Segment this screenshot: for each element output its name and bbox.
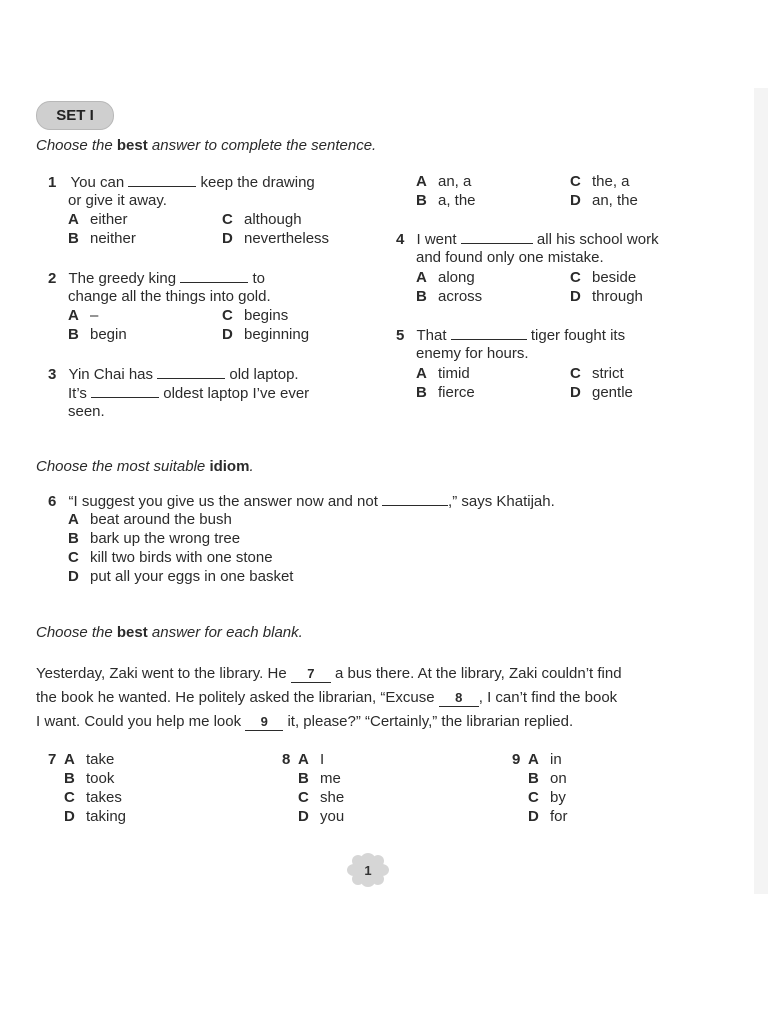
option-text: beside <box>592 269 637 286</box>
question-1-line1 <box>48 172 315 192</box>
question-number: 6 <box>48 493 57 510</box>
q8-option-a <box>282 750 324 769</box>
q4-option-d <box>570 287 643 306</box>
option-text: bark up the wrong tree <box>90 530 241 547</box>
option-letter: C <box>68 549 79 566</box>
option-text: in <box>550 751 562 768</box>
instruction-part3 <box>36 624 303 641</box>
q6-option-b <box>68 529 240 548</box>
passage-text: it, please?” “Certainly,” the librarian replied. <box>287 713 574 730</box>
q7-option-b <box>64 769 114 788</box>
option-text: took <box>86 770 115 787</box>
question-text: I went <box>416 231 457 248</box>
q9-option-c <box>528 788 566 807</box>
question-text: Yin Chai has <box>68 366 154 383</box>
instruction-text: answer for each blank. <box>147 624 303 641</box>
instruction-text: answer to complete the sentence. <box>147 137 377 154</box>
option-letter: C <box>570 269 581 286</box>
passage-text: I want. Could you help me look <box>36 713 242 730</box>
q3-option-b <box>416 191 476 210</box>
question-text: It’s <box>68 385 87 402</box>
answer-blank <box>382 491 448 506</box>
option-text: across <box>438 288 483 305</box>
option-letter: A <box>528 751 539 768</box>
question-text: tiger fought its <box>530 327 626 344</box>
option-text: through <box>592 288 643 305</box>
option-text: put all your eggs in one basket <box>90 568 294 585</box>
instruction-text: Choose the <box>36 137 117 154</box>
q5-option-c <box>570 364 624 383</box>
set-badge: SET I <box>36 101 114 130</box>
option-letter: A <box>298 751 309 768</box>
option-letter: A <box>68 307 79 324</box>
option-text: begin <box>90 326 127 343</box>
question-4-line2: and found only one mistake. <box>416 249 604 266</box>
option-text: timid <box>438 365 470 382</box>
option-text: a, the <box>438 192 476 209</box>
q3-option-c <box>570 172 630 191</box>
option-text: neither <box>90 230 136 247</box>
q2-option-c <box>222 306 288 325</box>
answer-blank <box>180 268 248 283</box>
option-text: take <box>86 751 115 768</box>
instruction-emphasis: idiom <box>209 458 250 475</box>
passage-line3 <box>36 712 573 731</box>
passage-text: Yesterday, Zaki went to the library. He <box>36 665 287 682</box>
q5-option-b <box>416 383 475 402</box>
answer-blank <box>461 229 533 244</box>
option-text: on <box>550 770 567 787</box>
option-letter: D <box>570 192 581 209</box>
q5-option-a <box>416 364 470 383</box>
question-text: “I suggest you give us the answer now and not <box>68 493 378 510</box>
option-text: an, a <box>438 173 472 190</box>
option-text: gentle <box>592 384 633 401</box>
question-text: keep the drawing <box>200 174 315 191</box>
option-letter: B <box>68 230 79 247</box>
question-number: 1 <box>48 174 57 191</box>
option-letter: D <box>68 568 79 585</box>
q6-option-d <box>68 567 293 586</box>
q9-option-d <box>528 807 568 826</box>
q1-option-b <box>68 229 136 248</box>
option-letter: C <box>298 789 309 806</box>
passage-text: the book he wanted. He politely asked the librarian, “Excuse <box>36 689 435 706</box>
option-letter: C <box>570 173 581 190</box>
question-6-line1 <box>48 491 555 511</box>
instruction-text: . <box>249 458 254 475</box>
q7-option-c <box>64 788 122 807</box>
numbered-blank-7: 7 <box>291 668 331 683</box>
instruction-part2 <box>36 458 254 475</box>
option-letter: A <box>68 511 79 528</box>
option-letter: D <box>222 326 233 343</box>
option-text: begins <box>244 307 289 324</box>
q5-option-d <box>570 383 633 402</box>
option-letter: C <box>528 789 539 806</box>
answer-blank <box>451 325 527 340</box>
numbered-blank-8: 8 <box>439 692 479 707</box>
instruction-text: Choose the most suitable <box>36 458 210 475</box>
option-text: beat around the bush <box>90 511 232 528</box>
option-letter: A <box>68 211 79 228</box>
question-number: 4 <box>396 231 405 248</box>
question-number: 3 <box>48 366 57 383</box>
option-text: fierce <box>438 384 475 401</box>
question-text: ,” says Khatijah. <box>448 493 555 510</box>
q2-option-b <box>68 325 127 344</box>
option-text: although <box>244 211 302 228</box>
question-number: 5 <box>396 327 405 344</box>
q2-option-a <box>68 306 98 325</box>
q4-option-a <box>416 268 475 287</box>
option-text: an, the <box>592 192 638 209</box>
answer-blank <box>157 364 225 379</box>
option-letter: A <box>416 269 427 286</box>
question-5-line2: enemy for hours. <box>416 345 529 362</box>
option-text: taking <box>86 808 127 825</box>
option-letter: D <box>570 384 581 401</box>
q7-option-a <box>48 750 114 769</box>
option-text: she <box>320 789 345 806</box>
option-letter: A <box>64 751 75 768</box>
question-text: to <box>252 270 265 287</box>
answer-blank <box>91 383 159 398</box>
option-letter: C <box>570 365 581 382</box>
question-text: You can <box>70 174 125 191</box>
option-text: I <box>320 751 325 768</box>
option-letter: B <box>64 770 75 787</box>
question-4-line1 <box>396 229 659 249</box>
numbered-blank-9: 9 <box>245 716 283 731</box>
question-1-line2: or give it away. <box>68 192 167 209</box>
q1-option-d <box>222 229 329 248</box>
option-letter: B <box>416 384 427 401</box>
option-letter: B <box>68 530 79 547</box>
q8-option-c <box>298 788 344 807</box>
option-text: either <box>90 211 128 228</box>
question-2-line2: change all the things into gold. <box>68 288 271 305</box>
passage-line2 <box>36 688 617 707</box>
q6-option-c <box>68 548 273 567</box>
option-letter: D <box>298 808 309 825</box>
question-text: old laptop. <box>229 366 299 383</box>
option-letter: D <box>222 230 233 247</box>
question-3-line1 <box>48 364 299 384</box>
option-text: you <box>320 808 345 825</box>
question-text: oldest laptop I’ve ever <box>163 385 310 402</box>
option-letter: B <box>416 192 427 209</box>
option-text: kill two birds with one stone <box>90 549 273 566</box>
answer-blank <box>128 172 196 187</box>
instruction-emphasis: best <box>116 624 148 641</box>
option-text: by <box>550 789 566 806</box>
option-text: the, a <box>592 173 630 190</box>
q9-option-b <box>528 769 567 788</box>
q8-option-d <box>298 807 344 826</box>
option-letter: A <box>416 173 427 190</box>
q6-option-a <box>68 510 232 529</box>
option-letter: C <box>222 211 233 228</box>
q1-option-c <box>222 210 302 229</box>
question-3-line3: seen. <box>68 403 105 420</box>
q9-option-a <box>512 750 562 769</box>
option-letter: D <box>64 808 75 825</box>
option-letter: A <box>416 365 427 382</box>
q7-option-d <box>64 807 126 826</box>
option-text: – <box>90 307 99 324</box>
q1-option-a <box>68 210 128 229</box>
question-number: 7 <box>48 751 57 768</box>
instruction-emphasis: best <box>116 137 148 154</box>
option-letter: B <box>416 288 427 305</box>
instruction-text: Choose the <box>36 624 117 641</box>
option-letter: B <box>298 770 309 787</box>
q4-option-b <box>416 287 482 306</box>
question-number: 9 <box>512 751 521 768</box>
option-letter: D <box>570 288 581 305</box>
passage-text: a bus there. At the library, Zaki couldn’t find <box>335 665 622 682</box>
page-number: 1 <box>364 863 372 878</box>
q8-option-b <box>298 769 341 788</box>
option-text: along <box>438 269 475 286</box>
option-text: beginning <box>244 326 310 343</box>
question-2-line1 <box>48 268 265 288</box>
question-number: 2 <box>48 270 57 287</box>
option-text: takes <box>86 789 122 806</box>
option-text: for <box>550 808 568 825</box>
passage-text: , I can’t find the book <box>478 689 618 706</box>
question-number: 8 <box>282 751 291 768</box>
option-text: strict <box>592 365 624 382</box>
question-text: The greedy king <box>68 270 177 287</box>
instruction-part1 <box>36 137 376 154</box>
option-letter: D <box>528 808 539 825</box>
q3-option-a <box>416 172 471 191</box>
page-number-flower <box>346 852 390 888</box>
option-letter: B <box>68 326 79 343</box>
option-letter: C <box>64 789 75 806</box>
question-3-line2 <box>68 383 309 403</box>
option-letter: C <box>222 307 233 324</box>
q4-option-c <box>570 268 636 287</box>
question-text: all his school work <box>536 231 659 248</box>
question-text: That <box>416 327 447 344</box>
question-5-line1 <box>396 325 625 345</box>
passage-line1 <box>36 664 622 683</box>
option-text: me <box>320 770 341 787</box>
q3-option-d <box>570 191 638 210</box>
option-text: nevertheless <box>244 230 330 247</box>
q2-option-d <box>222 325 309 344</box>
option-letter: B <box>528 770 539 787</box>
page-edge-shade <box>754 88 768 894</box>
